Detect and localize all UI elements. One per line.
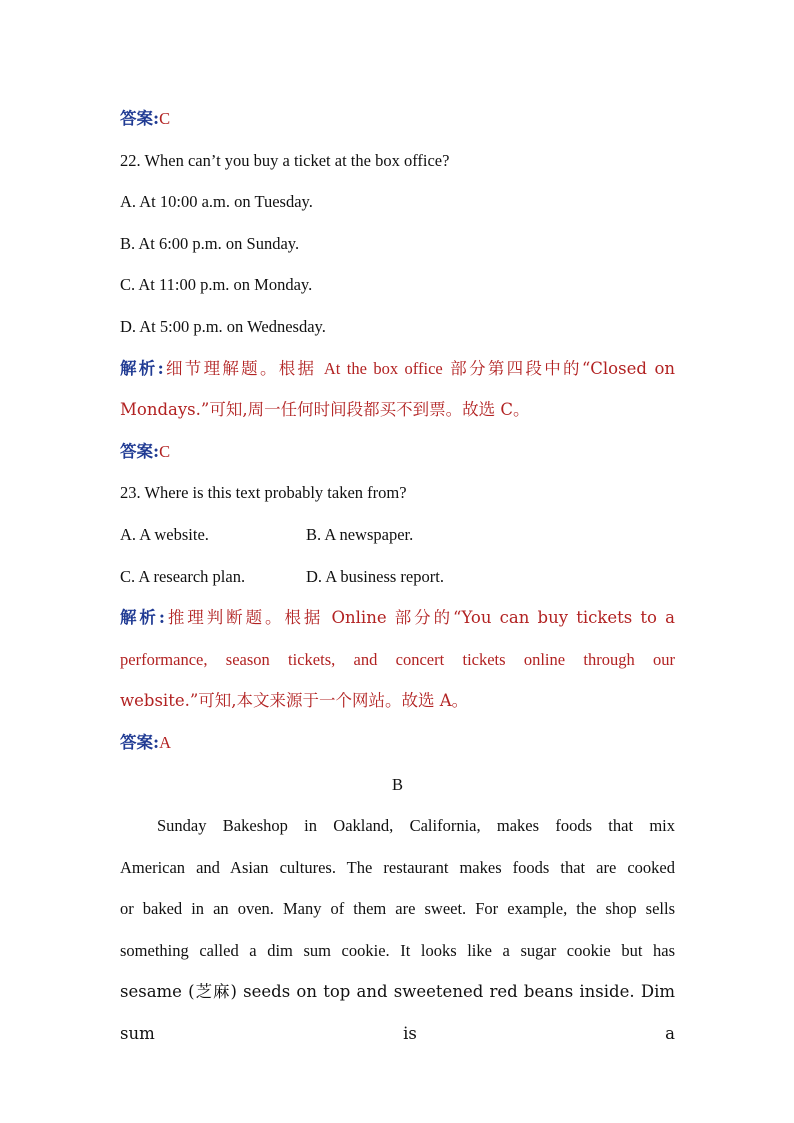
analysis-label: 解析:: [120, 608, 165, 628]
answer-value: C: [159, 109, 171, 128]
section-heading: B: [391, 774, 403, 794]
answer-line-23: [120, 722, 675, 764]
option-23-d: D. A business report.: [306, 566, 444, 586]
passage-line-1: Sunday Bakeshop in Oakland, California, makes foods that mix: [157, 816, 675, 836]
analysis-23-line2: performance, season tickets, and concert tickets online through our: [120, 649, 675, 669]
answer-label: 答案:: [120, 109, 160, 128]
question-22: 22. When can’t you buy a ticket at the box office?: [120, 150, 450, 170]
analysis-22-line1: [120, 348, 675, 390]
passage-line-5: sesame (芝麻) seeds on top and sweetened red beans inside. Dim sum is a: [120, 982, 675, 1044]
document-page: [120, 98, 675, 1055]
analysis-22-line2: Mondays.”可知,周一任何时间段都买不到票。故选 C。: [120, 400, 530, 420]
analysis-label: 解析:: [120, 358, 164, 378]
answer-line: [120, 98, 675, 140]
analysis-22-part1: 细节理解题。根据: [163, 358, 324, 378]
analysis-23-line3: website.”可知,本文来源于一个网站。故选 A。: [120, 691, 469, 711]
answer-value: C: [159, 441, 171, 461]
option-22-b: B. At 6:00 p.m. on Sunday.: [120, 233, 300, 253]
answer-label: 答案:: [120, 441, 160, 461]
analysis-23-text1: 推理判断题。根据 Online 部分的“You can buy tickets to a: [164, 608, 675, 628]
question-23: 23. Where is this text probably taken from?: [120, 483, 407, 503]
passage-line-3: or baked in an oven. Many of them are sweet. For example, the shop sells: [120, 899, 675, 919]
answer-label: 答案:: [120, 732, 160, 752]
passage-line-2: American and Asian cultures. The restaurant makes foods that are cooked: [120, 857, 675, 877]
option-22-a: A. At 10:00 a.m. on Tuesday.: [120, 192, 313, 212]
analysis-22-part2: At the box office: [323, 358, 443, 378]
option-23-b: B. A newspaper.: [306, 524, 414, 544]
analysis-22-part3: 部分第四段中的“Closed on: [442, 358, 675, 378]
answer-value: A: [159, 732, 172, 752]
answer-line-22: [120, 431, 675, 473]
option-22-c: C. At 11:00 p.m. on Monday.: [120, 275, 313, 295]
option-23-c: C. A research plan.: [120, 566, 246, 586]
analysis-23-line1: [120, 597, 675, 639]
options-23-row1: [120, 514, 675, 556]
options-23-row2: [120, 556, 675, 598]
option-22-d: D. At 5:00 p.m. on Wednesday.: [120, 316, 326, 336]
passage-line-4: something called a dim sum cookie. It looks like a sugar cookie but has: [120, 940, 675, 960]
option-23-a: A. A website.: [120, 524, 209, 544]
